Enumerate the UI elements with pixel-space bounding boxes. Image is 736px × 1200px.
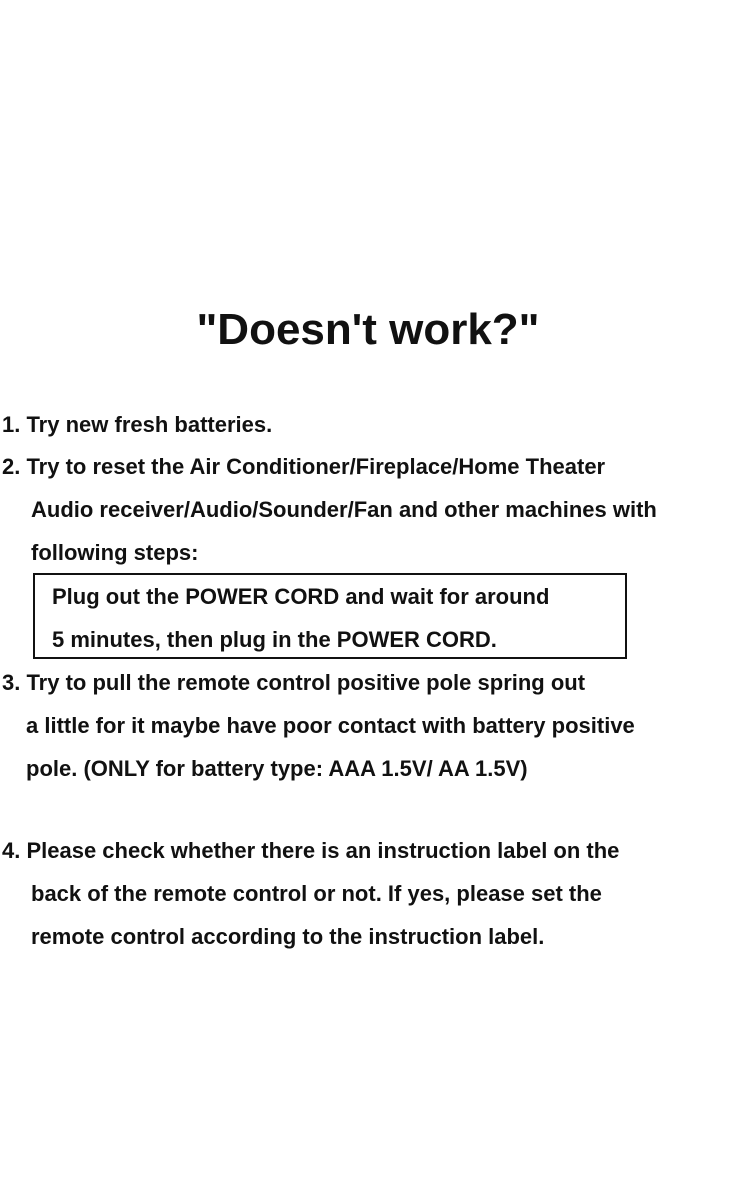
power-cord-instruction-box	[33, 573, 627, 659]
step-2-line-2: Audio receiver/Audio/Sounder/Fan and other machines with	[31, 497, 657, 522]
step-3-line-2: a little for it maybe have poor contact with battery positive	[26, 713, 635, 738]
box-line-1: Plug out the POWER CORD and wait for around	[52, 584, 550, 609]
step-3-line-1: 3. Try to pull the remote control positive pole spring out	[2, 670, 586, 695]
box-line-2: 5 minutes, then plug in the POWER CORD.	[52, 627, 497, 652]
step-4-line-3: remote control according to the instruction label.	[31, 924, 545, 949]
step-1-line-1: 1. Try new fresh batteries.	[2, 412, 273, 437]
page-title: "Doesn't work?"	[196, 305, 540, 354]
step-2-line-3: following steps:	[31, 540, 199, 565]
step-3-line-3: pole. (ONLY for battery type: AAA 1.5V/ AA 1.5V)	[26, 756, 528, 781]
step-2-line-1: 2. Try to reset the Air Conditioner/Fireplace/Home Theater	[2, 454, 606, 479]
step-4-line-2: back of the remote control or not. If yes, please set the	[31, 881, 602, 906]
step-4-line-1: 4. Please check whether there is an instruction label on the	[2, 838, 620, 863]
